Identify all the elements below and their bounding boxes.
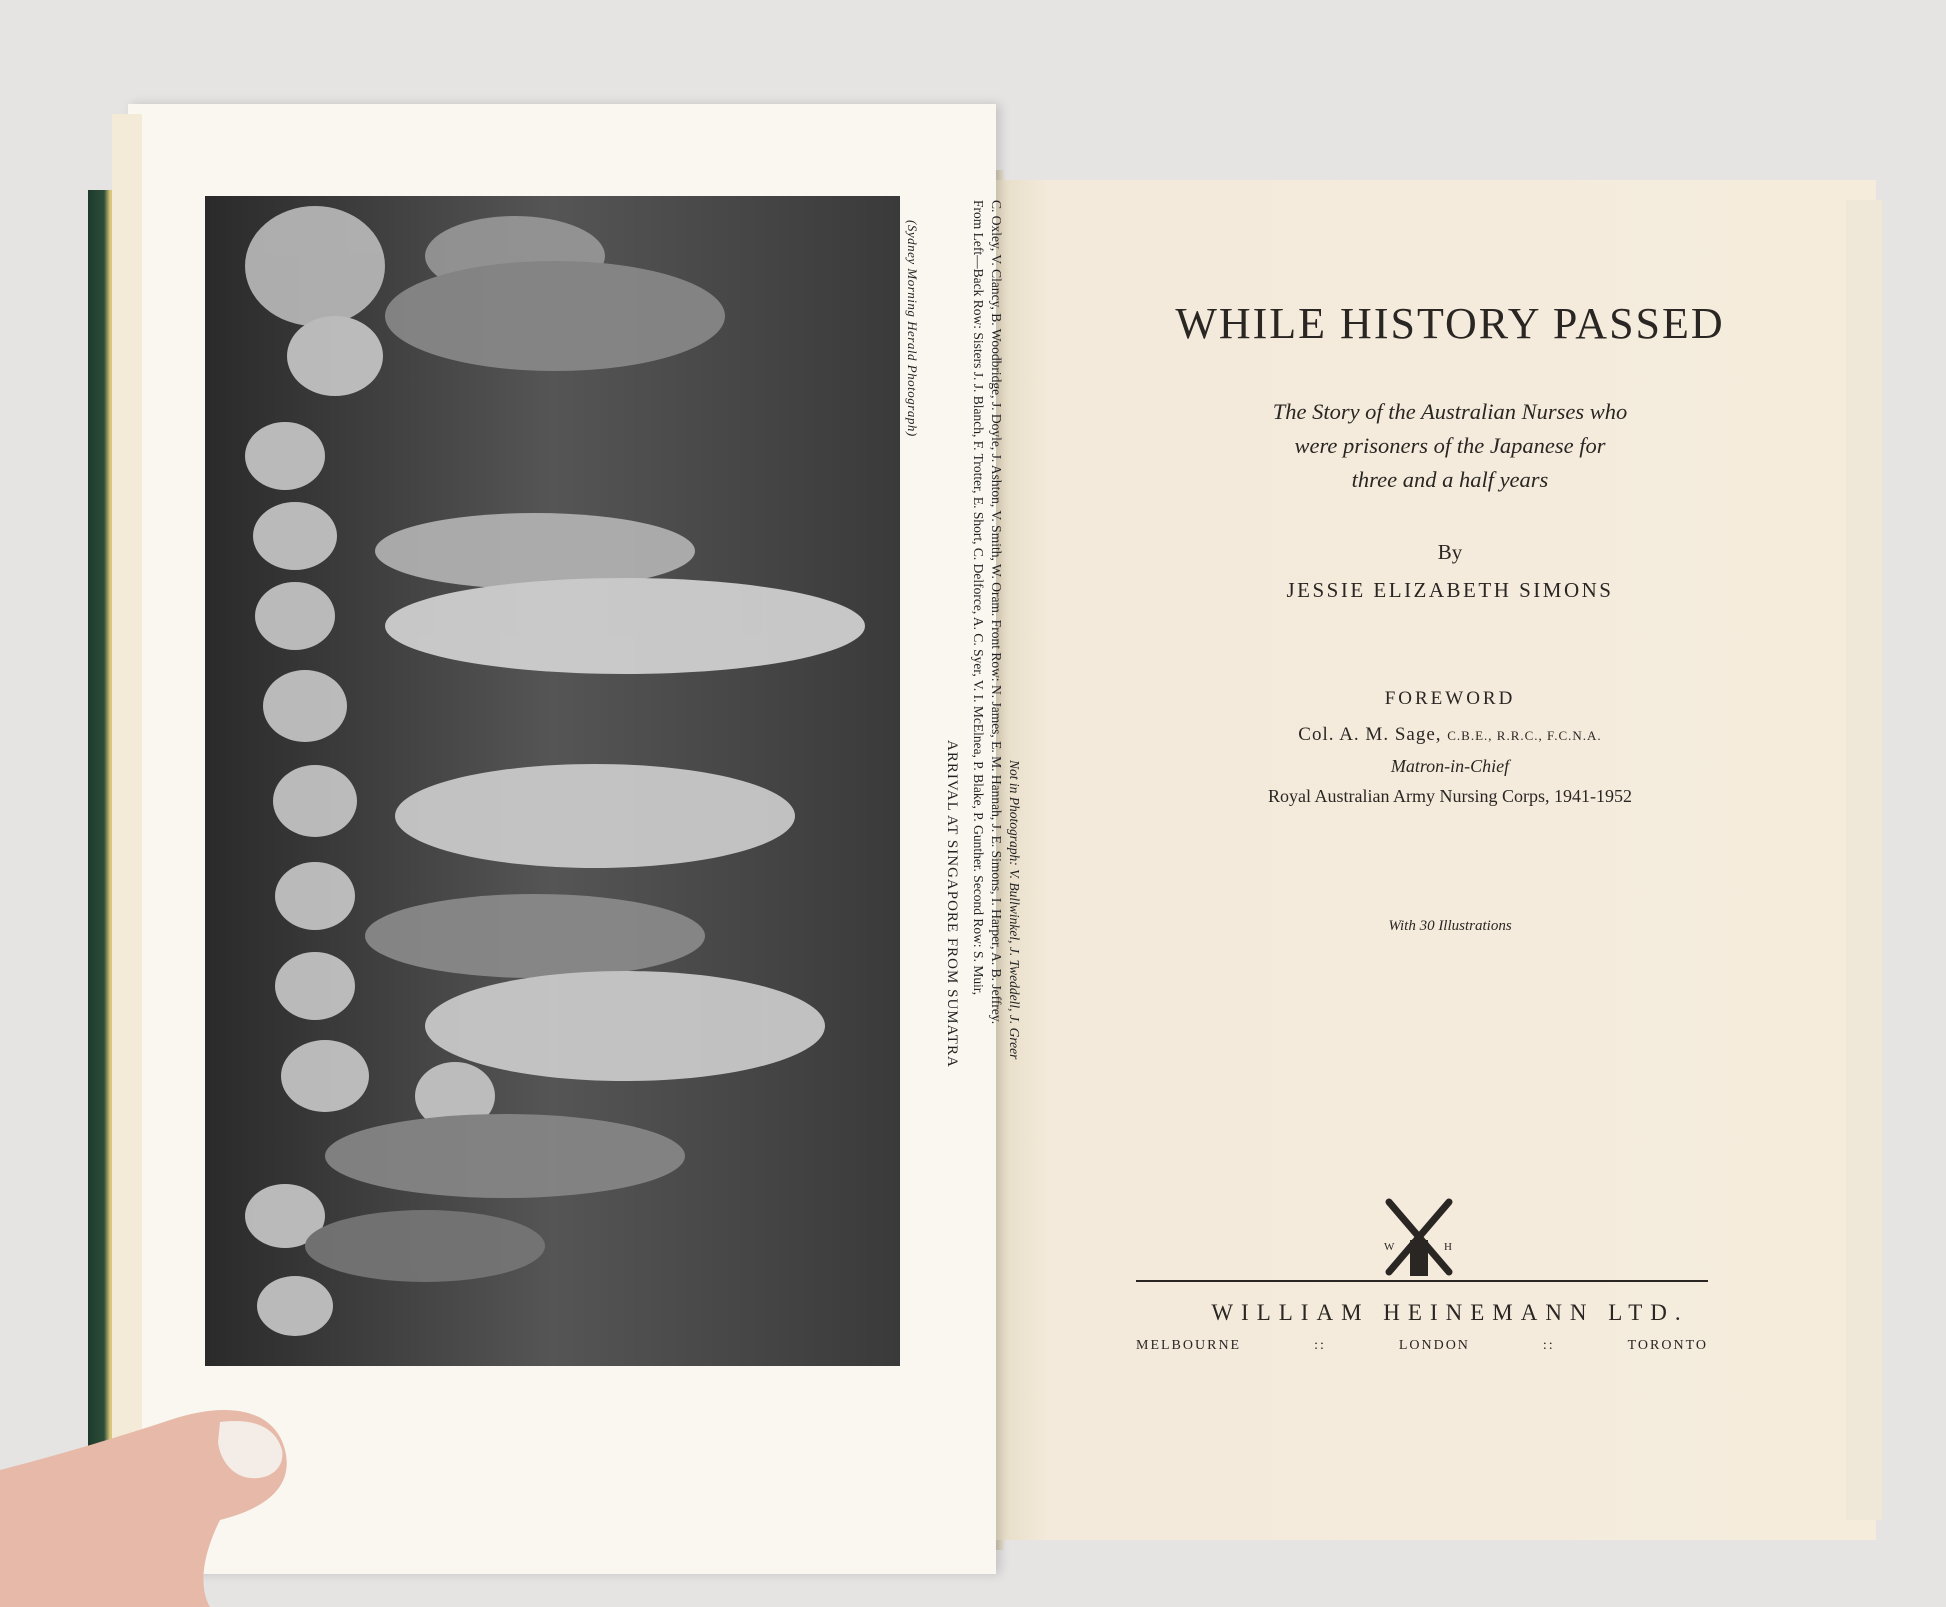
book-title: WHILE HISTORY PASSED [1175,299,1725,348]
page-edges [1846,200,1882,1520]
publisher-cities [1136,1338,1708,1354]
foreword-name: Col. A. M. Sage, [1298,724,1442,745]
right-page [996,180,1876,1540]
author-name: JESSIE ELIZABETH SIMONS [1286,578,1614,602]
foreword-label: FOREWORD [1384,688,1516,709]
by-label: By [1437,540,1463,564]
svg-text:W: W [1384,1241,1395,1253]
city-toronto: TORONTO [1627,1338,1708,1353]
caption-line: From Left—Back Row: Sisters J. J. Blanch, F. Trotter, E. Short, C. Delforce, A. C. Syer, V. I. McElnea, P. Blake, P. Gunther. Second Row: S. Muir, [971,200,986,996]
book-subtitle [1070,395,1830,497]
under-page-edge [112,114,142,1564]
foreword-honours: C.B.E., R.R.C., F.C.N.A. [1447,728,1602,743]
foreword-corps: Royal Australian Army Nursing Corps, 1941-1952 [1268,786,1632,806]
publisher-windmill-logo [1374,1190,1464,1280]
photo-credit: (Sydney Morning Herald Photograph) [905,220,920,437]
foreword-role: Matron-in-Chief [1390,756,1510,776]
group-photograph [205,196,900,1366]
publisher-name: WILLIAM HEINEMANN LTD. [1211,1300,1689,1325]
city-separator: :: [1314,1338,1326,1353]
caption-title: ARRIVAL AT SINGAPORE FROM SUMATRA [944,740,960,1068]
subtitle-line: The Story of the Australian Nurses who [1272,399,1628,424]
caption-line: Not in Photograph: V. Bullwinkel, J. Tweddell, J. Greer [1007,760,1022,1060]
city-melbourne: MELBOURNE [1136,1338,1242,1353]
foreword-author [1070,724,1830,746]
illustrations-note: With 30 Illustrations [1388,918,1512,934]
caption-line: C. Oxley, V. Clancy, B. Woodbridge, J. Doyle, J. Ashton, V. Smith, W. Oram. Front Row: N. James, E. M. Hannah, J. E. Simons, I. Harper, A. B. Jeffrey. [989,200,1004,1025]
subtitle-line: were prisoners of the Japanese for [1294,433,1606,458]
hand [0,1400,300,1607]
subtitle-line: three and a half years [1351,467,1549,492]
city-separator: :: [1542,1338,1555,1353]
city-london: LONDON [1398,1338,1470,1353]
svg-text:H: H [1444,1241,1452,1253]
publisher-rule [1136,1280,1708,1282]
